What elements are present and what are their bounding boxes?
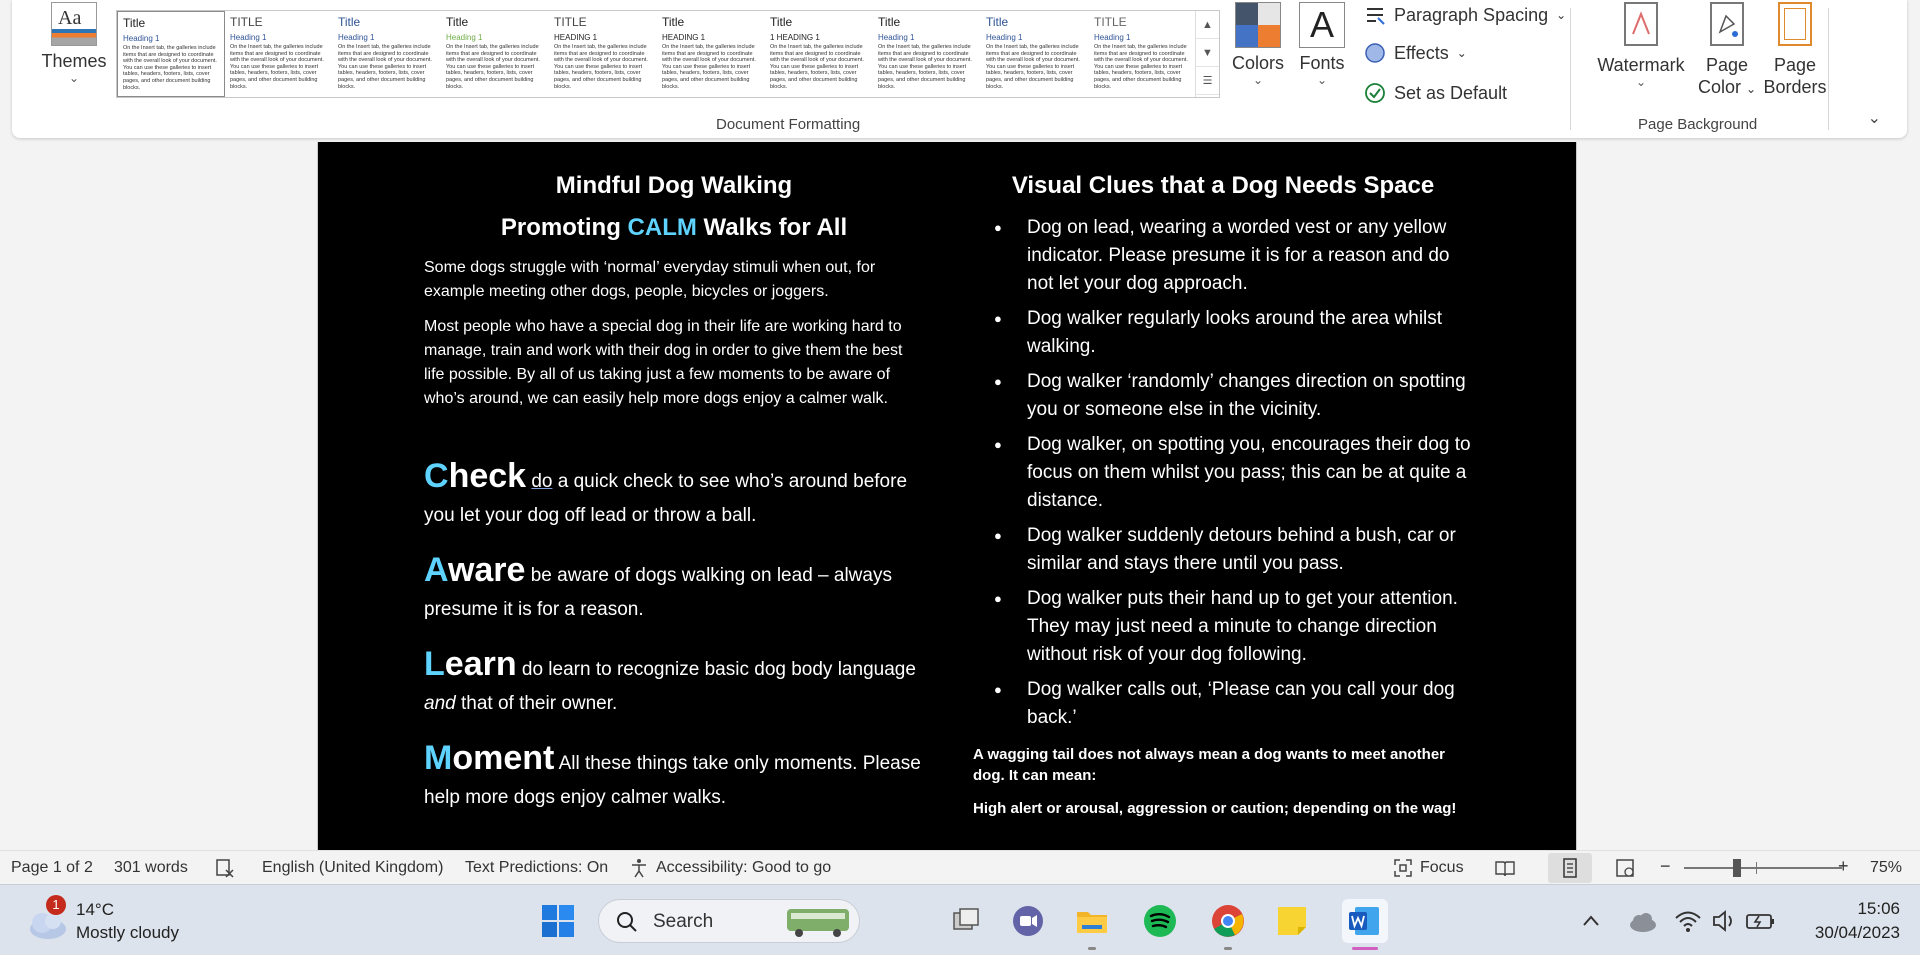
notification-badge: 1 (46, 895, 66, 915)
paragraph-spacing-button[interactable] (1364, 4, 1566, 26)
fonts-icon: A (1299, 2, 1345, 48)
color-swatch-3 (1236, 25, 1258, 47)
style-tile-title: Title (446, 15, 469, 29)
clock-date: 30/04/2023 (1814, 923, 1900, 942)
chevron-down-icon: ⌄ (1745, 82, 1757, 96)
running-app-indicator (1088, 947, 1096, 950)
search-icon (615, 910, 639, 934)
clue-list-item: ● Dog walker ‘randomly’ changes direction on spotting you or someone else in the vicinity. (973, 368, 1473, 424)
themes-button[interactable] (38, 2, 110, 84)
teams-chat-icon[interactable] (1010, 903, 1046, 939)
chevron-down-icon: ⌄ (1316, 73, 1328, 87)
effects-label: Effects (1394, 42, 1449, 63)
status-bar (0, 850, 1920, 884)
taskbar-search-box[interactable] (598, 899, 860, 943)
page-color-label-1: Page (1705, 55, 1749, 75)
proofing-icon[interactable] (214, 857, 236, 879)
zoom-slider-midpoint (1756, 862, 1757, 874)
style-tile-heading: Heading 1 (338, 33, 375, 42)
style-tile-heading: Heading 1 (1094, 33, 1131, 42)
weather-temperature: 14°C (76, 900, 114, 919)
style-tile-heading: Heading 1 (446, 33, 483, 42)
style-tile-title: TITLE (1094, 15, 1127, 29)
gallery-scroll-down-icon[interactable]: ▼ (1196, 39, 1219, 67)
style-tile-heading: Heading 1 (878, 33, 915, 42)
weather-widget[interactable] (22, 893, 222, 949)
sticky-notes-icon[interactable] (1274, 903, 1310, 939)
style-tile-title: Title (123, 16, 146, 30)
paragraph-spacing-label: Paragraph Spacing (1394, 4, 1549, 25)
language-indicator[interactable]: English (United Kingdom) (262, 859, 444, 876)
intro-paragraph: Some dogs struggle with ‘normal’ everyday stimuli when out, for example meeting other dogs, people, bicycles or joggers. (424, 259, 876, 300)
show-hidden-icons-chevron-up-icon[interactable] (1578, 903, 1604, 939)
volume-icon[interactable] (1706, 903, 1742, 939)
themes-label: Themes (41, 51, 107, 71)
paragraph-spacing-icon (1364, 4, 1386, 26)
gallery-more-icon[interactable]: ☰ (1196, 67, 1219, 95)
zoom-level[interactable]: 75% (1870, 859, 1903, 876)
style-tile-title: TITLE (230, 15, 263, 29)
color-swatch-1 (1236, 3, 1258, 25)
spelling-flag[interactable]: do (531, 471, 553, 492)
watermark-button[interactable] (1596, 2, 1686, 88)
style-tile-heading: HEADING 1 (554, 33, 598, 42)
clues-title: Visual Clues that a Dog Needs Space (1011, 172, 1435, 199)
right-column (973, 142, 1473, 819)
windows-logo-icon (540, 903, 576, 939)
effects-icon (1364, 42, 1386, 64)
clock-time: 15:06 (1857, 899, 1900, 918)
style-tile-body: On the Insert tab, the galleries include items that are designed to coordinate with the overall look of your document. You can use these galleries to insert tables, headers, footers, lists, cover pages, and other document building blocks. (554, 44, 648, 90)
wag-meaning-note: High alert or arousal, aggression or caution; depending on the wag! (973, 800, 1457, 817)
fonts-label: Fonts (1299, 53, 1345, 73)
colors-palette-icon (1235, 2, 1281, 48)
word-count[interactable]: 301 words (114, 859, 188, 876)
onedrive-cloud-icon[interactable] (1624, 903, 1660, 939)
chrome-icon[interactable] (1210, 903, 1246, 939)
clue-list-item: ● Dog walker suddenly detours behind a bush, car or similar and stays there until you pass. (973, 522, 1473, 578)
page-borders-icon (1778, 2, 1812, 46)
windows-taskbar (0, 884, 1920, 955)
document-canvas[interactable] (0, 142, 1920, 850)
left-column (424, 142, 924, 815)
file-explorer-icon[interactable] (1074, 903, 1110, 939)
style-set-tile[interactable] (657, 11, 765, 97)
style-set-tile[interactable] (549, 11, 657, 97)
accessibility-status[interactable]: Accessibility: Good to go (656, 859, 832, 876)
style-tile-body: On the Insert tab, the galleries include items that are designed to coordinate with the overall look of your document. You can use these galleries to insert tables, headers, footers, lists, cover pages, and other document building blocks. (662, 44, 756, 90)
color-swatch-4 (1258, 25, 1280, 47)
print-layout-view-button[interactable] (1548, 853, 1592, 883)
page-color-label-2: Color (1697, 77, 1741, 97)
style-tile-body: On the Insert tab, the galleries include items that are designed to coordinate with the overall look of your document. You can use these galleries to insert tables, headers, footers, lists, cover pages, and other document building blocks. (338, 44, 432, 90)
calm-highlight: CALM (627, 214, 697, 241)
doc-subtitle: Promoting CALM Walks for All (500, 214, 848, 241)
style-tile-title: Title (770, 15, 793, 29)
watermark-label: Watermark (1597, 55, 1685, 75)
read-mode-icon[interactable] (1494, 857, 1516, 879)
fonts-button[interactable] (1294, 2, 1350, 86)
page-borders-label-2: Borders (1763, 77, 1827, 97)
gallery-scroll-controls (1195, 11, 1219, 97)
checkmark-circle-icon (1364, 82, 1386, 104)
search-label: Search (653, 911, 714, 932)
acrostic-word-aware: Aware (424, 551, 526, 589)
clue-list-item: ● Dog walker, on spotting you, encourages their dog to focus on them whilst you pass; this can be at quite a distance. (973, 431, 1473, 515)
clues-list (973, 214, 1473, 732)
style-tile-body: On the Insert tab, the galleries include items that are designed to coordinate with the overall look of your document. You can use these galleries to insert tables, headers, footers, lists, cover pages, and other document building blocks. (878, 44, 972, 90)
acrostic-word-moment: Moment (424, 739, 555, 777)
document-formatting-group-label: Document Formatting (716, 116, 861, 133)
chevron-down-icon: ⌄ (1867, 110, 1881, 127)
document-page[interactable] (317, 142, 1577, 850)
chevron-down-icon: ⌄ (1635, 75, 1647, 89)
web-layout-icon[interactable] (1614, 857, 1636, 879)
acrostic-moment: Moment All these things take only moments. Please help more dogs enjoy calmer walks. (424, 739, 921, 808)
page-color-icon (1710, 2, 1744, 46)
acrostic-word-learn: Learn (424, 645, 517, 683)
style-tile-body: On the Insert tab, the galleries include items that are designed to coordinate with the overall look of your document. You can use these galleries to insert tables, headers, footers, lists, cover pages, and other document building blocks. (986, 44, 1080, 90)
accessibility-icon[interactable] (628, 857, 650, 879)
style-tile-title: TITLE (554, 15, 587, 29)
zoom-out-button[interactable]: − (1660, 856, 1671, 876)
doc-title: Mindful Dog Walking (555, 172, 793, 199)
focus-mode-button[interactable]: Focus (1420, 859, 1464, 876)
ribbon-panel (12, 0, 1907, 138)
style-tile-title: Title (338, 15, 361, 29)
style-set-tile[interactable] (765, 11, 873, 97)
acrostic-learn: Learn do learn to recognize basic dog body language and that of their owner. (424, 645, 916, 714)
effects-button[interactable] (1364, 42, 1467, 64)
zoom-slider-track[interactable] (1684, 867, 1842, 869)
zoom-slider-thumb[interactable] (1733, 859, 1741, 877)
style-tile-body: On the Insert tab, the galleries include items that are designed to coordinate with the overall look of your document. You can use these galleries to insert tables, headers, footers, lists, cover pages, and other document building blocks. (770, 44, 864, 90)
style-set-tile[interactable] (225, 11, 333, 97)
style-set-tile[interactable] (441, 11, 549, 97)
spotify-icon[interactable] (1142, 903, 1178, 939)
page-borders-label-1: Page (1773, 55, 1817, 75)
weather-description: Mostly cloudy (76, 923, 179, 942)
colors-label: Colors (1231, 53, 1284, 73)
wagging-tail-note: A wagging tail does not always mean a dog wants to meet another dog. It can mean: (973, 746, 1446, 784)
style-set-tile[interactable] (333, 11, 441, 97)
wifi-icon[interactable] (1670, 903, 1706, 939)
acrostic-word-check: Check (424, 457, 527, 495)
style-set-tile[interactable] (873, 11, 981, 97)
group-separator (1570, 8, 1571, 130)
style-tile-heading: Heading 1 (230, 33, 267, 42)
style-tile-title: Title (986, 15, 1009, 29)
set-as-default-button[interactable] (1364, 82, 1507, 104)
chevron-down-icon: ⌄ (1456, 46, 1467, 60)
page-color-button[interactable] (1692, 2, 1762, 100)
acrostic-aware: Aware be aware of dogs walking on lead – always presume it is for a reason. (424, 551, 892, 620)
zoom-in-button[interactable]: + (1838, 856, 1849, 876)
page-background-group-label: Page Background (1638, 116, 1758, 133)
style-set-gallery (116, 10, 1220, 98)
collapse-ribbon-button[interactable] (1868, 108, 1881, 128)
group-separator (1828, 8, 1829, 130)
chevron-down-icon: ⌄ (68, 71, 80, 85)
style-tile-heading: Heading 1 (123, 34, 160, 43)
style-tile-body: On the Insert tab, the galleries include items that are designed to coordinate with the overall look of your document. You can use these galleries to insert tables, headers, footers, lists, cover pages, and other document building blocks. (230, 44, 324, 90)
set-as-default-label: Set as Default (1394, 82, 1508, 103)
watermark-icon (1624, 2, 1658, 46)
chevron-down-icon: ⌄ (1556, 8, 1567, 22)
style-tile-heading: HEADING 1 (662, 33, 706, 42)
style-tile-body: On the Insert tab, the galleries include items that are designed to coordinate with the overall look of your document. You can use these galleries to insert tables, headers, footers, lists, cover pages, and other document building blocks. (1094, 44, 1188, 90)
battery-icon[interactable] (1742, 903, 1778, 939)
style-tile-heading: 1 HEADING 1 (770, 33, 820, 42)
style-set-tile[interactable] (117, 11, 225, 97)
style-tile-title: Title (878, 15, 901, 29)
focus-icon[interactable] (1392, 857, 1414, 879)
clue-list-item: ● Dog walker calls out, ‘Please can you call your dog back.’ (973, 676, 1473, 732)
style-tile-title: Title (662, 15, 685, 29)
color-swatch-2 (1258, 3, 1280, 25)
style-set-tile[interactable] (1089, 11, 1197, 97)
style-tile-body: On the Insert tab, the galleries include items that are designed to coordinate with the overall look of your document. You can use these galleries to insert tables, headers, footers, lists, cover pages, and other document building blocks. (446, 44, 540, 90)
page-count[interactable]: Page 1 of 2 (11, 859, 93, 876)
chevron-down-icon: ⌄ (1252, 73, 1264, 87)
style-tile-heading: Heading 1 (986, 33, 1023, 42)
ribbon (0, 0, 1920, 142)
start-button[interactable] (540, 903, 576, 939)
running-app-indicator (1224, 947, 1232, 950)
clock[interactable] (1790, 897, 1900, 945)
word-taskbar-button[interactable] (1342, 899, 1388, 943)
themes-icon: Aa (51, 2, 97, 46)
clue-list-item: ● Dog on lead, wearing a worded vest or any yellow indicator. Please presume it is for a reason and do not let your dog approach. (973, 214, 1473, 298)
acrostic-check: Check do a quick check to see who’s around before you let your dog off lead or throw a ball. (424, 457, 908, 526)
page-borders-button[interactable] (1760, 2, 1830, 98)
style-set-tile[interactable] (981, 11, 1089, 97)
gallery-scroll-up-icon[interactable]: ▲ (1196, 11, 1219, 39)
task-view-icon[interactable] (948, 903, 984, 939)
clue-list-item: ● Dog walker regularly looks around the area whilst walking. (973, 305, 1473, 361)
colors-button[interactable] (1230, 2, 1286, 86)
bus-illustration-icon (783, 905, 853, 939)
text-predictions-indicator[interactable]: Text Predictions: On (465, 859, 609, 876)
body-paragraph: Most people who have a special dog in their life are working hard to manage, train and work with their dog in order to give them the best life possible. By all of us taking just a few moments to be aware of who’s around, we can easily help more dogs enjoy a calmer walk. (424, 318, 903, 407)
word-icon (1347, 903, 1383, 939)
clue-list-item: ● Dog walker puts their hand up to get your attention. They may just need a minute to change direction without risk of your dog following. (973, 585, 1473, 669)
active-app-indicator (1352, 947, 1378, 950)
style-tile-body: On the Insert tab, the galleries include items that are designed to coordinate with the overall look of your document. You can use these galleries to insert tables, headers, footers, lists, cover pages, and other document building blocks. (123, 45, 217, 91)
